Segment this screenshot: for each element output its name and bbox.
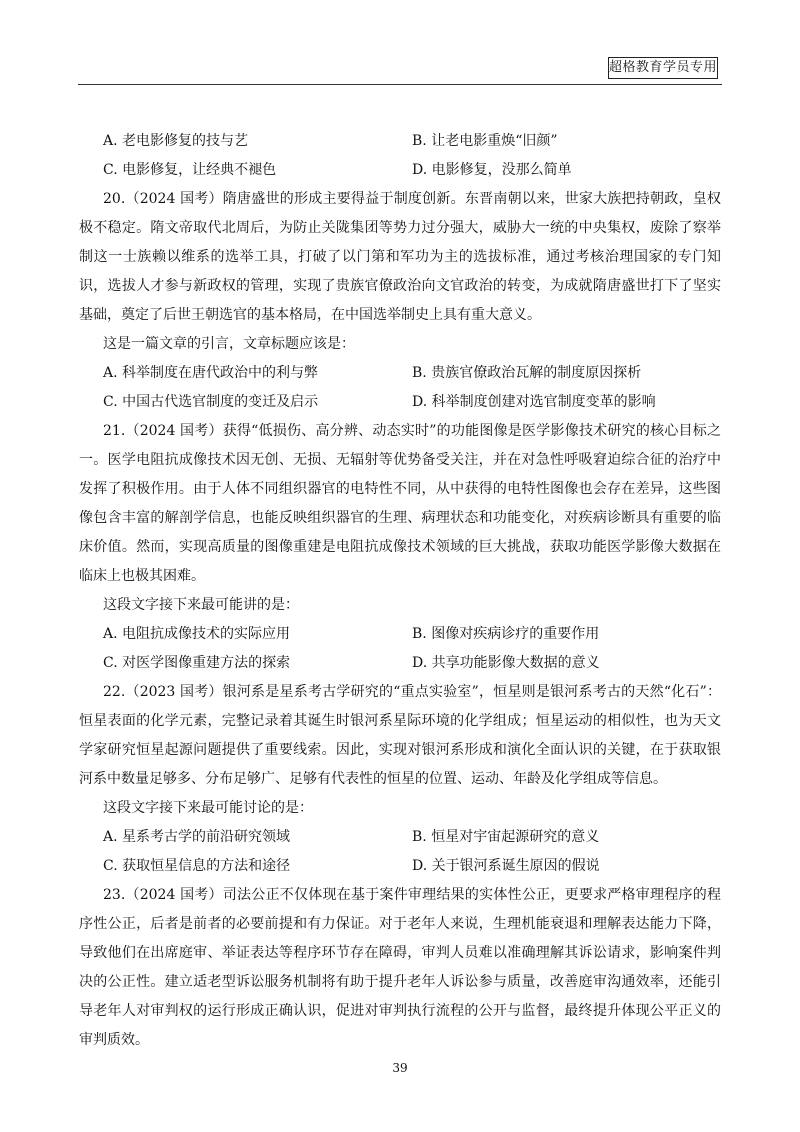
q21-prompt: 这段文字接下来最可能讲的是： — [103, 597, 299, 613]
q21-options-row-1 — [79, 620, 721, 649]
q19-option-a: A. 老电影修复的技与艺 — [103, 133, 249, 149]
q20-prompt: 这是一篇文章的引言，文章标题应该是： — [103, 336, 355, 352]
q19-options-row-1 — [79, 127, 721, 156]
q19-option-d: D. 电影修复，没那么简单 — [412, 162, 572, 178]
q21-option-b: B. 图像对疾病诊疗的重要作用 — [412, 626, 600, 642]
q19-option-c: C. 电影修复，让经典不褪色 — [103, 162, 277, 178]
q22-options-row-1 — [79, 823, 721, 852]
q22-stem: 22.（2023 国考）银河系是星系考古学研究的“重点实验室”，恒星则是银河系考古的天然“化石”：恒星表面的化学元素，完整记录着其诞生时银河系星际环境的化学组成；恒星运动的相似性，也为天文学家研究恒星起源问题提供了重要线索。因此，实现对银河系形成和演化全面认识的关键，在于获取银河系中数量足够多、分布足够广、足够有代表性的恒星的位置、运动、年龄及化学组成等信息。 — [79, 684, 721, 787]
page-number: 39 — [392, 1061, 408, 1075]
q19-option-b: B. 让老电影重焕“旧颜” — [412, 133, 558, 149]
q22-option-b: B. 恒星对宇宙起源研究的意义 — [412, 829, 600, 845]
q22-option-d: D. 关于银河系诞生原因的假说 — [412, 858, 600, 874]
q21-options-row-2 — [79, 649, 721, 678]
q20-option-b: B. 贵族官僚政治瓦解的制度原因探析 — [412, 365, 642, 381]
q20-option-c: C. 中国古代选官制度的变迁及启示 — [103, 394, 319, 410]
q21-stem: 21.（2024 国考）获得“低损伤、高分辨、动态实时”的功能图像是医学影像技术研究的核心目标之一。医学电阻抗成像技术因无创、无损、无辐射等优势备受关注，并在对急性呼吸窘迫综合征的治疗中发挥了积极作用。由于人体不同组织器官的电特性不同，从中获得的电特性图像也会存在差异，这些图像包含丰富的解剖学信息，也能反映组织器官的生理、病理状态和功能变化，对疾病诊断具有重要的临床价值。然而，实现高质量的图像重建是电阻抗成像技术领域的巨大挑战，获取功能医学影像大数据在临床上也极其困难。 — [79, 423, 721, 584]
q19-options-row-2 — [79, 156, 721, 185]
q23-stem: 23.（2024 国考）司法公正不仅体现在基于案件审理结果的实体性公正，更要求严格审理程序的程序性公正，后者是前者的必要前提和有力保证。对于老年人来说，生理机能衰退和理解表达能力下降，导致他们在出席庭审、举证表达等程序环节存在障碍，审判人员难以准确理解其诉讼请求，影响案件判决的公正性。建立适老型诉讼服务机制将有助于提升老年人诉讼参与质量，改善庭审沟通效率，还能引导老年人对审判权的运行形成正确认识，促进对审判执行流程的公开与监督，最终提升体现公平正义的审判质效。 — [79, 887, 721, 1048]
q22-option-c: C. 获取恒星信息的方法和途径 — [103, 858, 291, 874]
q21-option-c: C. 对医学图像重建方法的探索 — [103, 655, 291, 671]
q22-prompt: 这段文字接下来最可能讨论的是： — [103, 800, 313, 816]
q21-option-a: A. 电阻抗成像技术的实际应用 — [103, 626, 291, 642]
q20-options-row-2 — [79, 388, 721, 417]
q22-options-row-2 — [79, 852, 721, 881]
q21-option-d: D. 共享功能影像大数据的意义 — [412, 655, 600, 671]
q20-options-row-1 — [79, 359, 721, 388]
q20-option-a: A. 科举制度在唐代政治中的利与弊 — [103, 365, 319, 381]
page-content — [79, 127, 721, 1055]
q22-option-a: A. 星系考古学的前沿研究领域 — [103, 829, 291, 845]
header-rule — [78, 84, 722, 85]
q20-stem: 20.（2024 国考）隋唐盛世的形成主要得益于制度创新。东晋南朝以来，世家大族把持朝政，皇权极不稳定。隋文帝取代北周后，为防止关陇集团等势力过分强大，威胁大一统的中央集权，废除了察举制这一士族赖以维系的选举工具，打破了以门第和军功为主的选拔标准，通过考核治理国家的专门知识，选拔人才参与新政权的管理，实现了贵族官僚政治向文官政治的转变，为成就隋唐盛世打下了坚实基础，奠定了后世王朝选官的基本格局，在中国选举制史上具有重大意义。 — [79, 191, 721, 323]
header-badge: 超格教育学员专用 — [608, 57, 718, 79]
q20-option-d: D. 科举制度创建对选官制度变革的影响 — [412, 394, 656, 410]
